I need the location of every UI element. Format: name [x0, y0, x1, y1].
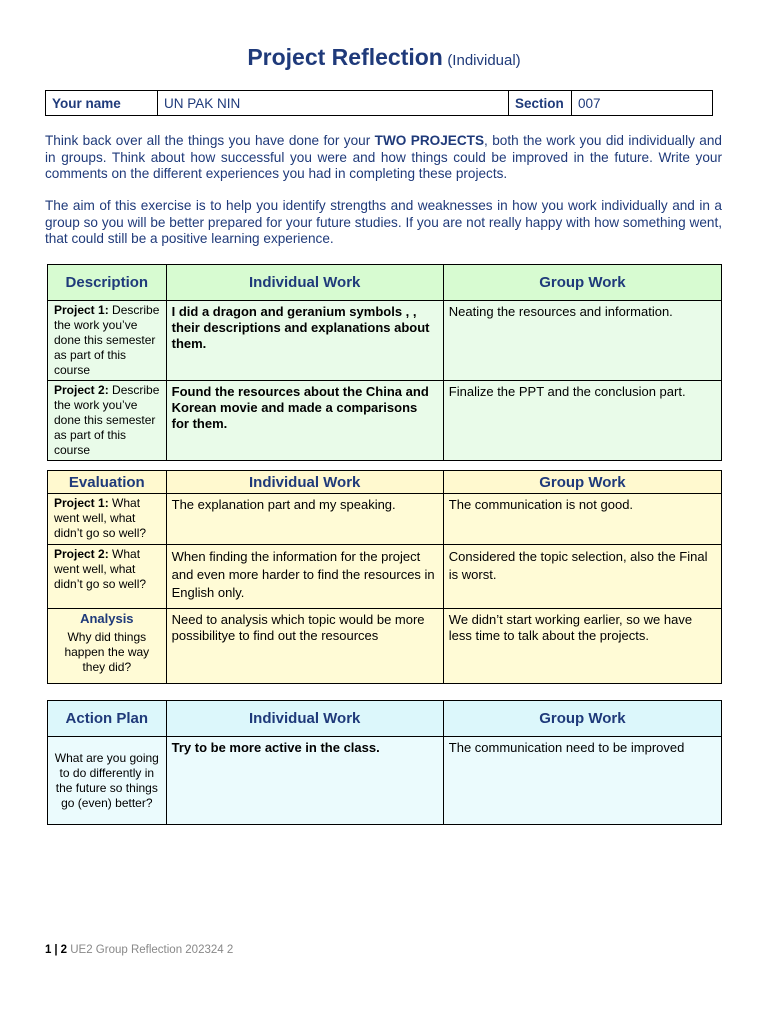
- name-field[interactable]: UN PAK NIN: [158, 91, 509, 116]
- analysis-cell: [48, 609, 167, 684]
- page-total: 2: [60, 944, 68, 956]
- question-text: Describe the work you’ve done this semester as part of this course: [54, 303, 160, 377]
- intro-p1-text-after: , both the work you did individually and in groups. Think about how successful you were and how things could be improved in the future. Write your comments on the different experiences you had in completing these projects.: [45, 133, 722, 181]
- group-answer[interactable]: The communication is not good.: [443, 494, 721, 545]
- header-evaluation: Evaluation: [48, 471, 167, 494]
- intro-p1-bold: TWO PROJECTS: [374, 133, 485, 148]
- intro-paragraph-1: [45, 133, 722, 183]
- section-field[interactable]: 007: [572, 91, 713, 116]
- action-question: What are you going to do differently in the future so things go (even) better?: [48, 737, 167, 825]
- page-number: 1: [45, 944, 52, 956]
- intro-paragraph-2: The aim of this exercise is to help you identify strengths and weaknesses in how you work individually and in a group so you will be better prepared for your future studies. If you are not really happy with how something went, that could still be a positive learning experience.: [45, 198, 722, 246]
- action-plan-table: [47, 700, 722, 825]
- group-answer[interactable]: Considered the topic selection, also the Final is worst.: [443, 545, 721, 609]
- intro-p1-text: Think back over all the things you have done for your: [45, 133, 375, 148]
- description-table: [47, 264, 722, 461]
- evaluation-table: [47, 470, 722, 684]
- question-project-2: [48, 545, 167, 609]
- analysis-question: Why did things happen the way they did?: [64, 630, 150, 674]
- footer-separator: |: [54, 944, 58, 956]
- header-action-plan: Action Plan: [48, 701, 167, 737]
- header-individual-work: Individual Work: [166, 471, 443, 494]
- question-label: Project 1:: [54, 303, 109, 317]
- group-answer[interactable]: We didn’t start working earlier, so we have less time to talk about the projects.: [443, 609, 721, 684]
- individual-answer[interactable]: When finding the information for the project and even more harder to find the resources in English only.: [166, 545, 443, 609]
- title-main: Project Reflection: [247, 44, 443, 70]
- group-answer[interactable]: Finalize the PPT and the conclusion part.: [443, 381, 721, 461]
- question-project-1: [48, 494, 167, 545]
- question-text: What went well, what didn’t go so well?: [54, 547, 147, 591]
- title-subtitle: (Individual): [447, 52, 521, 69]
- header-group-work: Group Work: [443, 471, 721, 494]
- question-project-1: [48, 301, 167, 381]
- page-title: [0, 44, 768, 71]
- name-label: Your name: [46, 91, 158, 116]
- header-group-work: Group Work: [443, 701, 721, 737]
- question-project-2: [48, 381, 167, 461]
- individual-answer[interactable]: The explanation part and my speaking.: [166, 494, 443, 545]
- analysis-title: Analysis: [80, 611, 134, 626]
- header-description: Description: [48, 265, 167, 301]
- header-individual-work: Individual Work: [166, 265, 443, 301]
- question-label: Project 1:: [54, 496, 109, 510]
- header-group-work: Group Work: [443, 265, 721, 301]
- document-name: UE2 Group Reflection 202324 2: [70, 944, 234, 956]
- section-label: Section: [509, 91, 572, 116]
- question-label: Project 2:: [54, 547, 109, 561]
- page-footer: [45, 944, 233, 956]
- question-label: Project 2:: [54, 383, 109, 397]
- individual-answer[interactable]: Found the resources about the China and Korean movie and made a comparisons for them.: [166, 381, 443, 461]
- individual-answer[interactable]: Try to be more active in the class.: [166, 737, 443, 825]
- question-text: What went well, what didn’t go so well?: [54, 496, 147, 540]
- individual-answer[interactable]: Need to analysis which topic would be more possibilitye to find out the resources: [166, 609, 443, 684]
- group-answer[interactable]: The communication need to be improved: [443, 737, 721, 825]
- info-table: [45, 90, 713, 116]
- header-individual-work: Individual Work: [166, 701, 443, 737]
- individual-answer[interactable]: I did a dragon and geranium symbols , , their descriptions and explanations about them.: [166, 301, 443, 381]
- group-answer[interactable]: Neating the resources and information.: [443, 301, 721, 381]
- question-text: Describe the work you’ve done this semester as part of this course: [54, 383, 160, 457]
